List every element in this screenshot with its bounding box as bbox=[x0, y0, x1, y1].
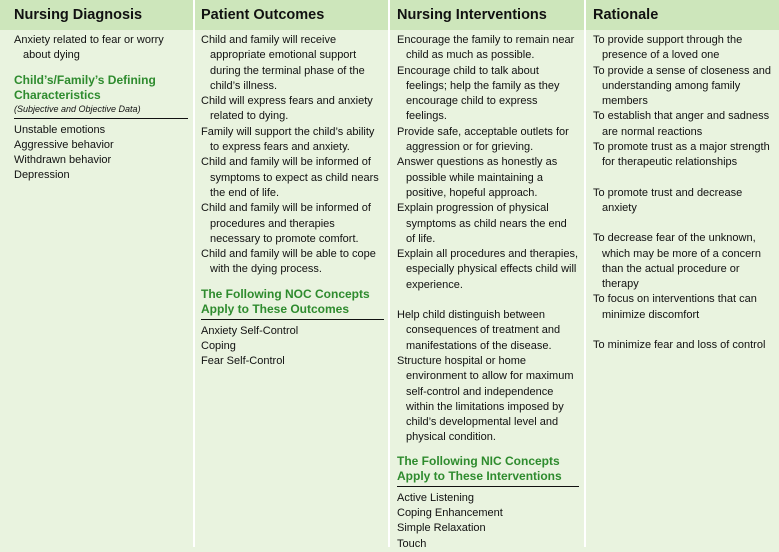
rationale-item: To provide support through the presence of a loved one bbox=[593, 34, 743, 62]
outcome-item: Child and family will receive appropriate emotional support during the terminal phase of the child’s illness. bbox=[201, 34, 365, 92]
intervention-item: Structure hospital or home environment to allow for maximum self-control and independence within the limitations imposed by child’s developmental level and physical condition. bbox=[397, 354, 574, 444]
outcome-item: Family will support the child’s ability to express fears and anxiety. bbox=[201, 125, 375, 154]
header-patient-outcomes: Patient Outcomes bbox=[201, 7, 325, 23]
nic-item: Coping Enhancement bbox=[397, 507, 503, 520]
rationale-item: To provide a sense of closeness and understanding among family members bbox=[593, 64, 771, 108]
outcome-item: Child and family will be informed of symptoms to expect as child nears the end of life. bbox=[201, 156, 379, 199]
column-divider bbox=[193, 0, 195, 547]
intervention-item: Explain all procedures and therapies, especially physical effects child will experience. bbox=[397, 248, 579, 291]
rationale-item: To promote trust and decrease anxiety bbox=[593, 186, 743, 214]
noc-item: Anxiety Self-Control bbox=[201, 324, 299, 337]
intervention-item: Help child distinguish between consequences of treatment and manifestations of the disease. bbox=[397, 309, 561, 352]
intervention-item: Encourage the family to remain near child as much as possible. bbox=[397, 34, 575, 62]
rationale-item: To promote trust as a major strength for therapeutic relationships bbox=[593, 141, 770, 169]
rationale-item: To minimize fear and loss of control bbox=[593, 339, 766, 352]
outcomes-column bbox=[201, 33, 384, 370]
nic-item: Active Listening bbox=[397, 491, 475, 504]
header-rationale: Rationale bbox=[593, 7, 659, 23]
characteristic-item: Unstable emotions bbox=[14, 123, 106, 136]
header-nursing-diagnosis: Nursing Diagnosis bbox=[14, 7, 143, 23]
divider-rule bbox=[201, 319, 384, 320]
column-divider bbox=[388, 0, 390, 547]
rationale-item: To focus on interventions that can minimize discomfort bbox=[593, 293, 757, 321]
divider-rule bbox=[397, 486, 579, 487]
diagnosis-column bbox=[14, 33, 188, 184]
rationale-item: To decrease fear of the unknown, which may be more of a concern than the actual procedure or therapy bbox=[593, 232, 761, 291]
outcome-item: Child and family will be able to cope with the dying process. bbox=[201, 248, 376, 276]
outcome-item: Child and family will be informed of procedures and therapies necessary to promote comfort. bbox=[201, 202, 371, 245]
interventions-column bbox=[397, 33, 579, 552]
divider-rule bbox=[14, 118, 188, 119]
defining-characteristics-subtitle: (Subjective and Objective Data) bbox=[14, 103, 141, 114]
intervention-item: Provide safe, acceptable outlets for aggression or for grieving. bbox=[397, 125, 569, 154]
header-nursing-interventions: Nursing Interventions bbox=[397, 7, 547, 23]
characteristic-item: Withdrawn behavior bbox=[14, 154, 112, 167]
intervention-item: Encourage child to talk about feelings; help the family as they encourage child to express feelings. bbox=[397, 64, 560, 123]
column-divider bbox=[584, 0, 586, 547]
outcome-item: Child will express fears and anxiety related to dying. bbox=[201, 95, 373, 123]
defining-characteristics-title: Child’s/Family’s Defining Characteristics bbox=[14, 72, 156, 102]
nic-item: Touch bbox=[397, 537, 427, 550]
intervention-item: Answer questions as honestly as possible while maintaining a positive, hopeful approach. bbox=[397, 156, 558, 199]
noc-item: Coping bbox=[201, 340, 236, 353]
nic-item: Simple Relaxation bbox=[397, 522, 486, 535]
nic-concepts-title: The Following NIC Concepts Apply to These Interventions bbox=[397, 453, 562, 483]
noc-concepts-title: The Following NOC Concepts Apply to These Outcomes bbox=[201, 286, 370, 316]
rationale-column bbox=[593, 33, 775, 353]
diagnosis-statement: Anxiety related to fear or worry about dying bbox=[14, 34, 164, 62]
noc-item: Fear Self-Control bbox=[201, 355, 285, 368]
rationale-item: To establish that anger and sadness are normal reactions bbox=[593, 110, 770, 138]
intervention-item: Explain progression of physical symptoms as child nears the end of life. bbox=[397, 202, 567, 245]
characteristic-item: Depression bbox=[14, 169, 70, 182]
characteristic-item: Aggressive behavior bbox=[14, 138, 114, 151]
